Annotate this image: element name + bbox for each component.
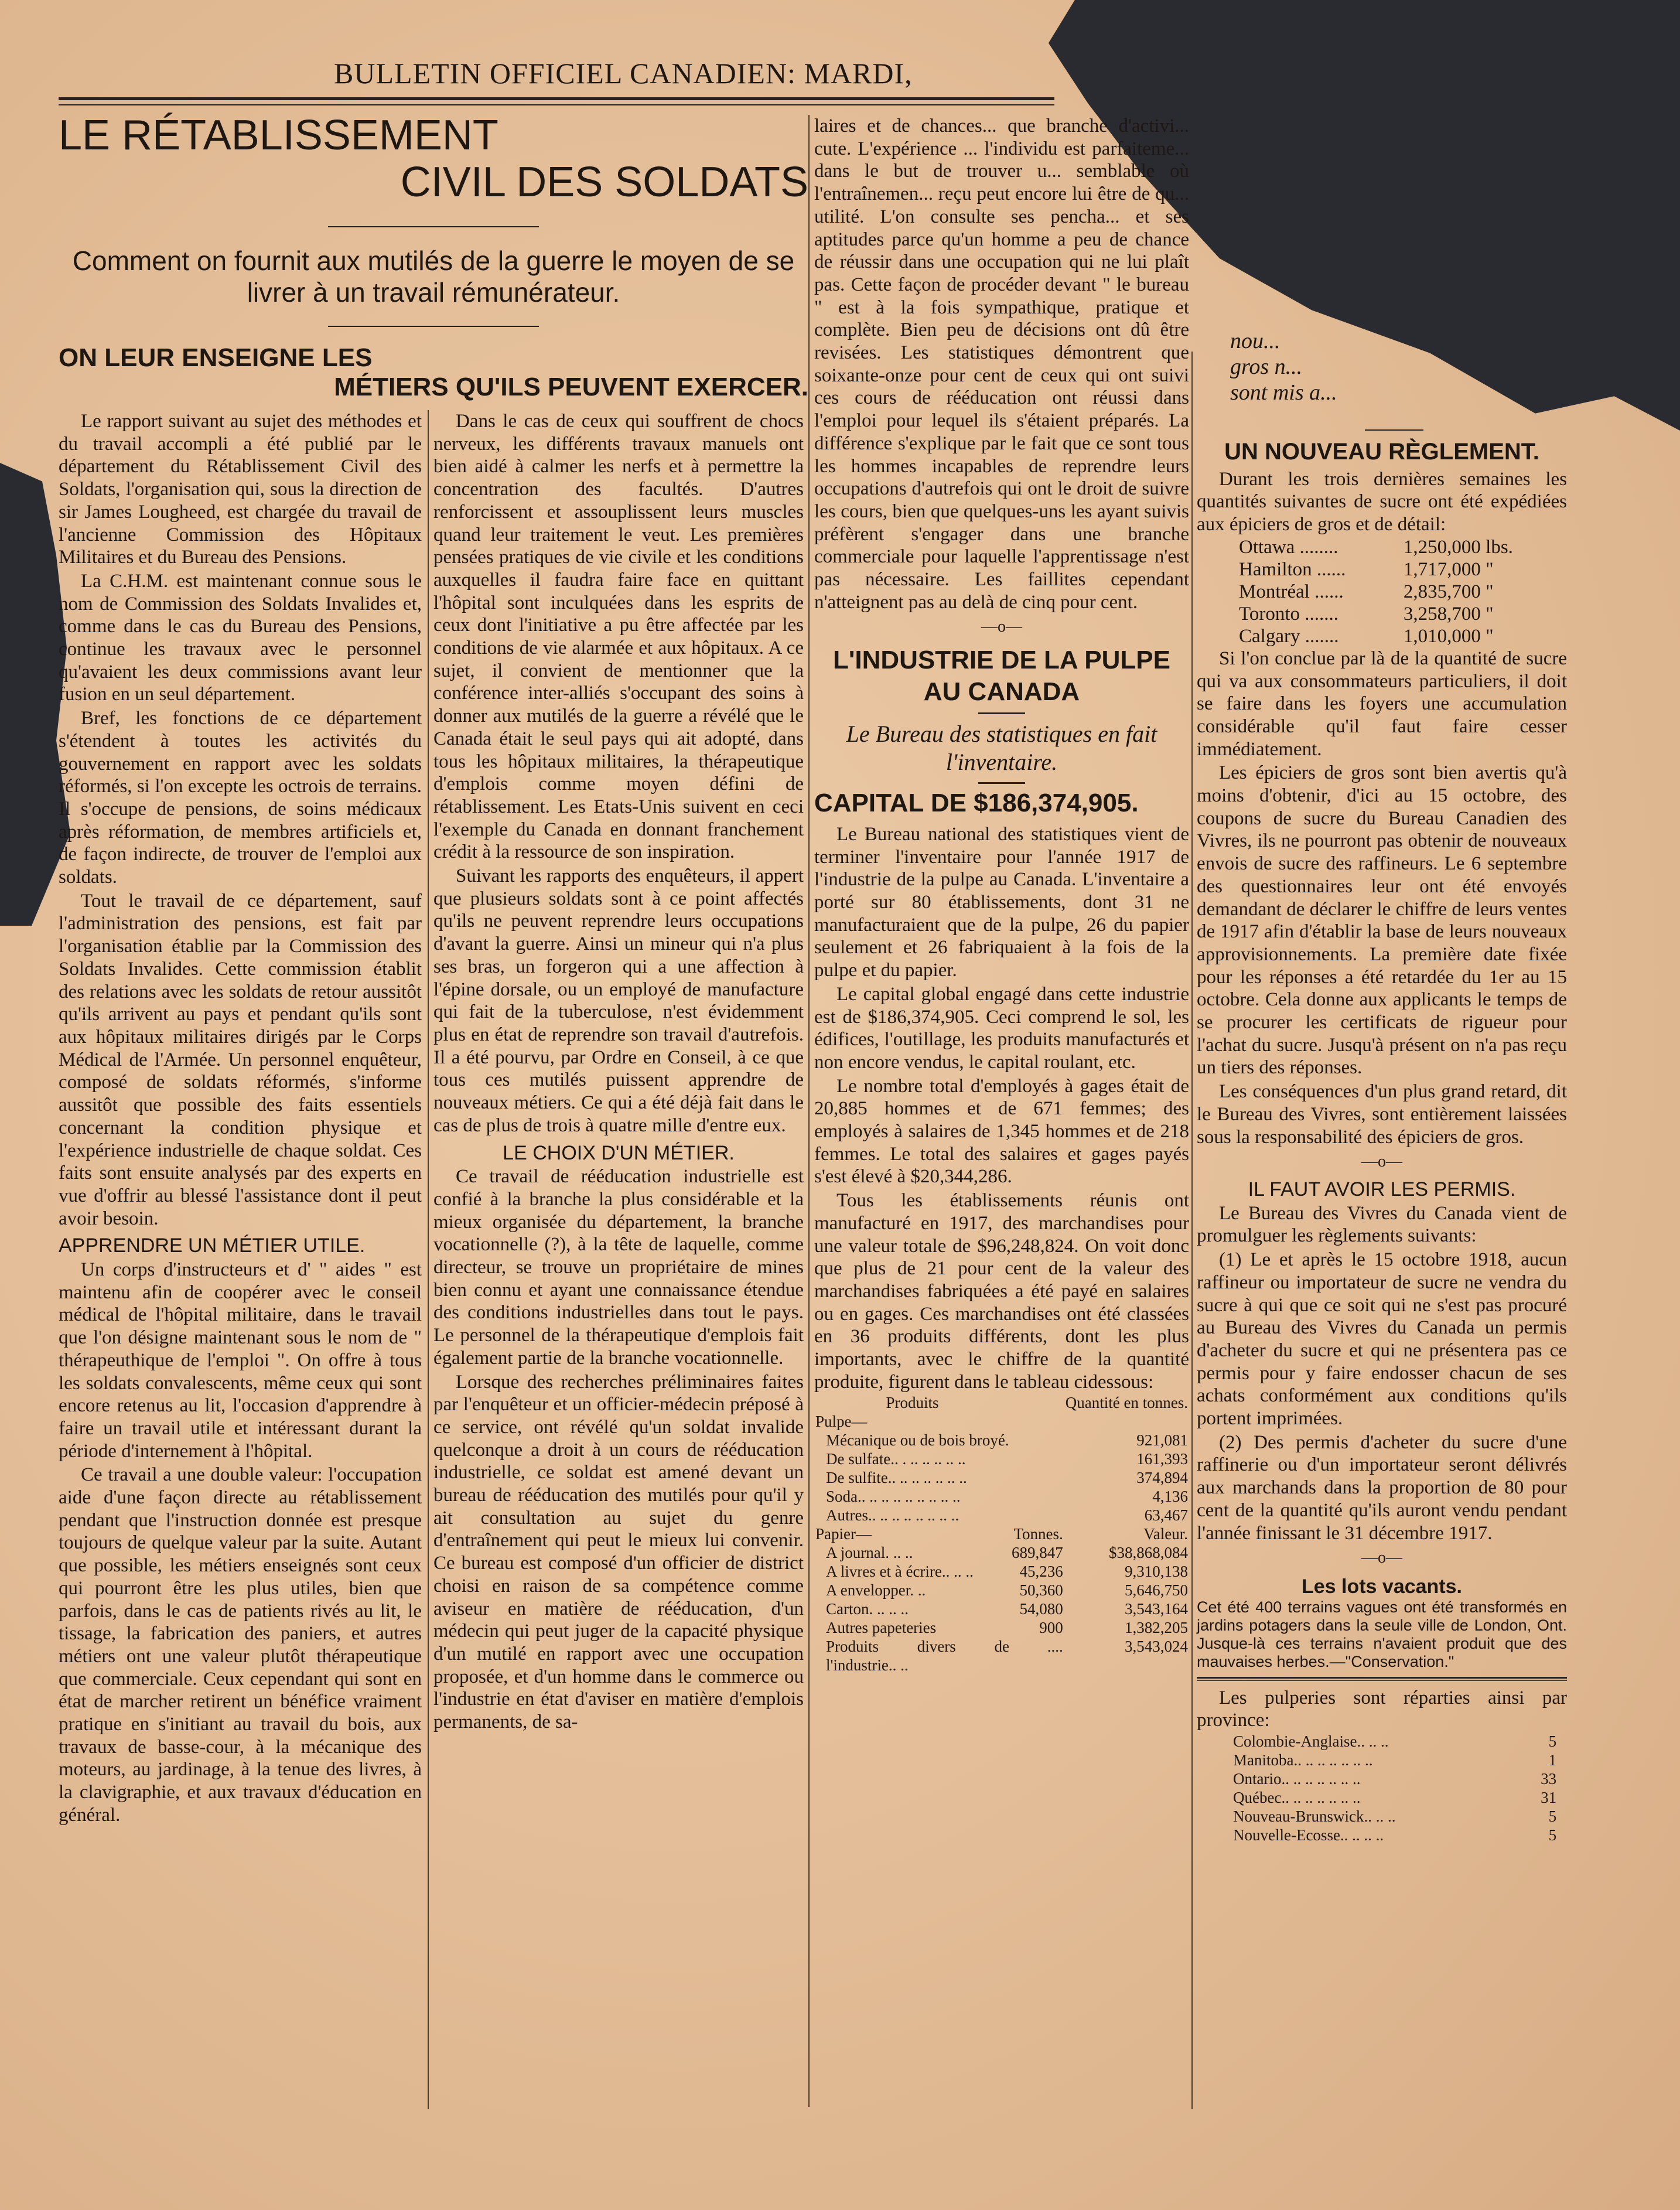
- paragraph: Les conséquences d'un plus grand retard, dit le Bureau des Vivres, sont entièrement laissées sous la responsabilité des épiciers de gros.: [1197, 1081, 1567, 1148]
- masthead: [59, 56, 1054, 109]
- divider: [978, 712, 1025, 714]
- paragraph: Le Bureau national des statistiques vient de terminer l'inventaire pour l'année 1917 de l'industrie de la pulpe au Canada. L'inventaire a porté sur 80 établissements, dont 31 ne manufacturaient que de la pulpe, 26 du papier seulement et 26 fabriquaient à la fois de la pulpe et du papier.: [814, 823, 1189, 981]
- permits-heading: IL FAUT AVOIR LES PERMIS.: [1248, 1178, 1516, 1201]
- column-rule: [1191, 352, 1193, 2109]
- masthead-title: BULLETIN OFFICIEL CANADIEN: MARDI,: [334, 57, 913, 90]
- article-title: [59, 111, 808, 211]
- paragraph: Suivant les rapports des enquêteurs, il appert que plusieurs soldats sont à ce point affectés qu'ils ne peuvent reprendre leurs occupations d'avant la guerre. Ainsi un mineur qui n'a plus ses bras, un forgeron qui a une affection à l'épine dorsale, ou un employé de manufacture qui fait de la tuberculose, n'est évidemment plus en état de reprendre son travail d'autrefois. Il a été pourvu, par Ordre en Conseil, à ce que tous ces mutilés puissent apprendre de nouveaux métiers. Ce qui a été déjà fait dans le cas de plus de trois à quatre mille d'entre eux.: [433, 865, 804, 1136]
- table-row: Nouvelle-Ecosse.. .. .. .. 5: [1233, 1826, 1557, 1844]
- subheading: APPRENDRE UN MÉTIER UTILE.: [59, 1234, 366, 1257]
- table-row: Calgary ....... 1,010,000 ": [1239, 625, 1494, 647]
- table-row: Colombie-Anglaise.. .. .. 5: [1233, 1732, 1557, 1751]
- section-heading: [59, 343, 808, 408]
- table-row: Carton. .. .. .. 54,080 3,543,164: [826, 1600, 1188, 1618]
- lots-heading: Les lots vacants.: [1301, 1575, 1462, 1598]
- title-divider: [328, 226, 539, 227]
- paragraph: Les épiciers de gros sont bien avertis qu'à moins d'obtenir, d'ici au 15 octobre, des coupons de sucre du Bureau Canadien des Vivres, ils ne pourront pas obtenir de nouveaux envois de sucre des raffineurs. Le 6 septembre des questionnaires leur ont été envoyés demandant de déclarer le chiffre de leurs ventes de 1917 afin d'établir la base de leurs nouveaux approvisionnements. La première date fixée pour les réponses a été retardée du 1er au 15 octobre. Cela donne aux applicants le temps de se procurer les certificats de rigueur pour l'achat du sucre. Jusqu'à présent on n'a pas reçu un tiers des réponses.: [1197, 762, 1567, 1079]
- paragraph: La C.H.M. est maintenant connue sous le nom de Commission des Soldats Invalides et, comme dans le cas du Bureau des Pensions, continue les travaux avec le personnel qu'avaient les deux commissions avant leur fusion en un seul département.: [59, 570, 422, 705]
- province-table: [1232, 1732, 1558, 1844]
- paragraph: Si l'on conclue par là de la quantité de sucre qui va aux consommateurs particuliers, il doit se faire dans les foyers une accumulation considérable qu'il faut faire cesser immédiatement.: [1197, 647, 1567, 760]
- table-row: A journal. .. .. 689,847 $38,868,084: [826, 1544, 1188, 1562]
- lots-text: Cet été 400 terrains vagues ont été transformés en jardins potagers dans la seule ville de London, Ont. Jusque-là ces terrains n'avaient produit que des mauvaises herbes.—"Conservation.": [1197, 1598, 1567, 1670]
- paragraph: Ce travail de rééducation industrielle est confié à la branche la plus considérable et la mieux organisée du département, la branche vocationnelle (?), à la tête de laquelle, comme directeur, se trouve un propriétaire de mines bien connu et ayant une connaissance étendue des conditions industrielles dans tout le pays. Le personnel de la thérapeutique d'emplois fait également partie de la branche vocationnelle.: [433, 1166, 804, 1369]
- paragraph: Tous les établissements réunis ont manufacturé en 1917, des marchandises pour une valeur totale de $96,248,824. On voit donc que plus de 21 pour cent de la valeur des marchandises fabriquées a été payé en salaires ou en gages. Ces marchandises ont été classées en 36 produits différents, dont les plus importants, avec le chiffre de la quantité produite, figurent dans le tableau cidessous:: [814, 1190, 1189, 1393]
- pulp-article-subtitle: Le Bureau des statistiques en fait l'inventaire.: [846, 721, 1157, 776]
- fragment-line: sont mis a...: [1230, 380, 1337, 405]
- subtitle-divider: [328, 326, 539, 327]
- paragraph: (1) Le et après le 15 octobre 1918, aucun raffineur ou importateur de sucre ne vendra du sucre à qui que ce soit qui ne s'est pas procuré au Bureau des Vivres du Canada un permis d'acheter du sucre et qui ne présentera pas ce permis pour y faire endosser chacun de ses achats conformément aux conditions qu'ils portent imprimées.: [1197, 1249, 1567, 1430]
- paragraph: Lorsque des recherches préliminaires faites par l'enquêteur et un officier-médecin préposé à ce service, ont révélé qu'un soldat invalide quelconque a droit à un cours de rééducation industrielle, ce soldat est amené devant un bureau de rééducation des mutilés pour qu'il y ait consultation au sujet du genre d'entraînement qui peut le mieux lui convenir. Ce bureau est composé d'un officier de district choisi en raison de sa compétence comme aviseur en matière de rééducation, d'un médecin qui peut juger de la capacité physique d'un mutilé en rapport avec une occupation proposée, et d'un homme dans le commerce ou l'industrie en état d'aviser en matière d'emplois permanents, de sa-: [433, 1371, 804, 1733]
- separator: —o—: [1361, 1549, 1402, 1567]
- section-heading-line1: ON LEUR ENSEIGNE LES: [59, 343, 373, 372]
- paragraph: laires et de chances... que branche d'activi... cute. L'expérience ... l'individu est parfaiteme... dans le but de trouver u... semblable où l'entraînemen... reçu peut encore lui être de qu... utilité. L'on consulte ses pencha... et ses aptitudes parce qu'un homme a peu de chance de réussir dans une occupation qui ne lui plaît pas. Cette façon de procéder devant " le bureau " est à la fois sympathique, pratique et complète. Bien peu de décisions ont dû être revisées. Les statistiques démontrent que soixante-onze pour cent de ceux qui ont suivi ces cours de rééducation ont réussi dans l'emploi pour lequel ils s'étaient préparés. La différence s'explique par le fait que ce sont tous les hommes incapables de reprendre leurs occupations d'autrefois qui ont le droit de suivre les cours, bien que quelques-uns les ayant suivis préfèrent s'engager dans une branche commerciale pour laquelle l'apprentissage n'est pas nécessaire. Les faillites cependant n'atteignent pas au delà de cinq pour cent.: [814, 115, 1189, 613]
- divider: [1197, 1680, 1567, 1681]
- table-header: Valeur.: [1143, 1525, 1188, 1543]
- divider: [978, 782, 1025, 784]
- column-1: [59, 410, 422, 1827]
- table-row: Autres.. .. .. .. .. .. .. .. 63,467: [826, 1506, 1188, 1525]
- table-header: Tonnes.: [1013, 1525, 1063, 1543]
- column-rule: [808, 115, 810, 2107]
- paragraph: Le capital global engagé dans cette industrie est de $186,374,905. Ceci comprend le sol, les édifices, l'outillage, les produits manufacturés et non encore vendus, le capital roulant, etc.: [814, 983, 1189, 1073]
- column-3: [814, 115, 1189, 1674]
- table-row: Autres papeteries 900 1,382,205: [826, 1619, 1188, 1637]
- paragraph: Un corps d'instructeurs et d' " aides " est maintenu afin de coopérer avec le conseil médical de l'hôpital militaire, dans le travail que l'on désigne maintenant sous le nom de " thérapeuthique de l'emploi ". On offre à tous les soldats convalescents, même ceux qui sont encore retenus au lit, l'occasion d'apprendre à faire un travail utile et intéressant durant la période d'internement à l'hôpital.: [59, 1259, 422, 1462]
- table-row: Mécanique ou de bois broyé. 921,081: [826, 1431, 1188, 1450]
- pulp-capital-heading: CAPITAL DE $186,374,905.: [814, 789, 1139, 818]
- table-row: Ontario.. .. .. .. .. .. .. 33: [1233, 1770, 1557, 1788]
- column-4: [1197, 441, 1567, 1844]
- paragraph: Dans le cas de ceux qui souffrent de chocs nerveux, les différents travaux manuels ont bien aidé à calmer les nerfs et à permettre la concentration des facultés. D'autres renforcissent et assouplissent leurs muscles quand leur traitement le veut. Les premières pensées pratiques de vie civile et les conditions auxquelles il faudra faire face en quittant l'hôpital sont inculquées dans les esprits de ceux dont l'initiative a pu être affectée par les conditions de vie alarmée et aux hôpitaux. A ce sujet, il convient de mentionner que la conférence inter-alliés s'occupant des soins à donner aux mutilés de la guerre a révélé que le Canada était le seul pays qui ait adopté, dans tous les hôpitaux militaires, la thérapeutique d'emplois comme moyen défini de rétablissement. Les Etats-Unis suivent en ceci l'exemple du Canada en donnant franchement crédit à la ressource de son inspiration.: [433, 411, 804, 863]
- table-row: Nouveau-Brunswick.. .. .. 5: [1233, 1807, 1557, 1826]
- table-group-label: Pulpe—: [815, 1413, 868, 1431]
- fragment-line: nou...: [1230, 329, 1281, 353]
- divider: [1365, 429, 1423, 431]
- table-row: Ottawa ........ 1,250,000 lbs.: [1239, 536, 1513, 558]
- masthead-rule: [59, 97, 1054, 100]
- subheading: LE CHOIX D'UN MÉTIER.: [503, 1141, 735, 1164]
- pulp-products-table: [814, 1393, 1189, 1674]
- table-header: Quantité en tonnes.: [1065, 1394, 1188, 1412]
- table-row: De sulfate.. . .. .. .. .. .. 161,393: [826, 1450, 1188, 1468]
- paragraph: Le rapport suivant au sujet des méthodes et du travail accompli a été publié par le département du Rétablissement Civil des Soldats, l'organisation qui, sous la direction de sir James Lougheed, est chargée du travail de l'ancienne Commission des Hôpitaux Militaires et du Bureau des Pensions.: [59, 411, 422, 568]
- table-row: A envelopper. .. 50,360 5,646,750: [826, 1581, 1188, 1599]
- table-group-label: Papier—: [815, 1525, 872, 1543]
- paragraph: Bref, les fonctions de ce département s'étendent à toutes les activités du gouvernement en rapport avec les soldats réformés, si l'on excepte les octrois de terrains. Il s'occupe de pensions, de soins médicaux après réformation, de membres artificiels et, de façon indirecte, de trouver de l'emploi aux soldats.: [59, 708, 422, 888]
- table-row: A livres et à écrire.. .. .. 45,236 9,310,138: [826, 1563, 1188, 1581]
- column-rule: [428, 410, 429, 2109]
- table-row: De sulfite.. .. .. .. .. .. .. 374,894: [826, 1469, 1188, 1487]
- article-title-line2: CIVIL DES SOLDATS: [400, 159, 808, 206]
- paragraph: Durant les trois dernières semaines les quantités suivantes de sucre ont été expédiées aux épiciers de gros et de détail:: [1197, 468, 1567, 536]
- table-row: Montréal ...... 2,835,700 ": [1239, 581, 1494, 602]
- table-row: Soda.. .. .. .. .. .. .. .. .. 4,136: [826, 1488, 1188, 1506]
- masthead-rule-thin: [59, 104, 1054, 105]
- fragment-line: gros n...: [1230, 354, 1303, 379]
- paragraph: Le Bureau des Vivres du Canada vient de promulguer les règlements suivants:: [1197, 1202, 1567, 1247]
- paragraph: Tout le travail de ce département, sauf l'administration des pensions, est fait par l'organisation établie par la Commission des Soldats Invalides. Cette commission établit des relations avec les soldats de retour aussitôt qu'ils arrivent au pays et pendant qu'ils sont aux hôpitaux militaires dirigés par le Corps Médical de l'Armée. Un personnel enquêteur, composé de soldats réformés, s'informe aussitôt que possible des faits essentiels concernant la condition physique et l'expérience industrielle de chaque soldat. Ces faits sont ensuite analysés par des experts en vue d'offrir au blessé l'assistance dont il peut avoir besoin.: [59, 890, 422, 1229]
- article-title-line1: LE RÉTABLISSEMENT: [59, 112, 498, 159]
- table-row: Toronto ....... 3,258,700 ": [1239, 603, 1494, 625]
- torn-fragment: [1230, 328, 1406, 405]
- sugar-heading: UN NOUVEAU RÈGLEMENT.: [1224, 439, 1539, 465]
- section-heading-line2: MÉTIERS QU'ILS PEUVENT EXERCER.: [334, 373, 808, 401]
- paragraph: Le nombre total d'employés à gages était de 20,885 hommes et de 671 femmes; des employés à salaires de 1,345 hommes et de 218 femmes. Le total des salaires et gages payés s'est élevé à $20,344,286.: [814, 1075, 1189, 1188]
- separator: —o—: [1361, 1152, 1402, 1171]
- sugar-city-table: [1238, 536, 1571, 647]
- column-2: [433, 410, 804, 1734]
- paragraph: Les pulperies sont réparties ainsi par province:: [1197, 1687, 1567, 1731]
- paragraph: Ce travail a une double valeur: l'occupation aide d'une façon directe au rétablissement pendant que l'instruction donnée est presque toujours de quelque valeur par la suite. Autant que possible, les métiers enseignés sont ceux qui pourront être les plus utiles, bien que parfois, dans le cas de patients rivés au lit, le tissage, la fabrication des paniers, et autres métiers ont une valeur plutôt thérapeutique que commerciale. Ceux cependant qui sont en état de marcher retirent un bénéfice vraiment pratique en s'initiant au travail du bois, aux travaux de basse-cour, à la mécanique des moteurs, au jardinage, à la tenue des livres, à la clavigraphie, et aux travaux d'éducation en général.: [59, 1464, 422, 1826]
- table-header: Produits: [886, 1394, 939, 1412]
- table-row: Produits divers de l'industrie.. .. .... 3,543,024: [826, 1638, 1188, 1674]
- article-subtitle: Comment on fournit aux mutilés de la guerre le moyen de se livrer à un travail rémunérateur.: [72, 245, 795, 308]
- divider: [1197, 1677, 1567, 1679]
- paragraph: (2) Des permis d'acheter du sucre d'une raffinerie ou d'un importateur seront délivrés aux marchands dans la proportion de 80 pour cent de la quantité qu'ils auront vendu pendant l'année finissant le 31 décembre 1917.: [1197, 1431, 1567, 1544]
- table-row: Québec.. .. .. .. .. .. .. 31: [1233, 1789, 1557, 1807]
- pulp-article-title: L'INDUSTRIE DE LA PULPE AU CANADA: [833, 646, 1170, 707]
- table-row: Manitoba.. .. .. .. .. .. .. 1: [1233, 1751, 1557, 1769]
- separator: —o—: [981, 618, 1022, 636]
- table-row: Hamilton ...... 1,717,000 ": [1239, 558, 1494, 580]
